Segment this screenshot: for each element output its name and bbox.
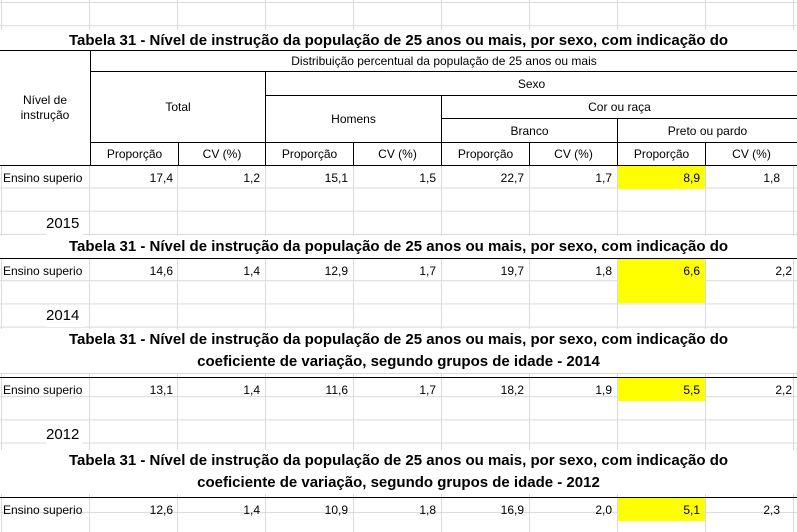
- table-title: coeficiente de variação, segundo grupos de idade - 2014: [0, 351, 797, 373]
- table-cell: 1,4: [243, 263, 260, 278]
- year-label: 2015: [46, 213, 83, 235]
- branco-header: Branco: [510, 123, 549, 138]
- table-cell: 22,7: [500, 170, 524, 185]
- table-cell: 18,2: [500, 382, 524, 397]
- table-cell: 1,8: [763, 170, 780, 185]
- table-title: Tabela 31 - Nível de instrução da população de 25 anos ou mais, por sexo, com indicação do: [0, 329, 797, 351]
- year-label: 2014: [46, 305, 83, 327]
- table-cell: 1,7: [595, 170, 612, 185]
- table-cell: 19,7: [500, 263, 524, 278]
- table-cell: 1,2: [243, 170, 260, 185]
- table-cell: 1,4: [243, 382, 260, 397]
- table-cell: 13,1: [149, 382, 173, 397]
- highlighted-cell: 6,6: [618, 259, 705, 282]
- table-cell: 1,9: [595, 382, 612, 397]
- total-header: Total: [165, 100, 191, 114]
- table-title: Tabela 31 - Nível de instrução da população de 25 anos ou mais, por sexo, com indicação do: [0, 450, 797, 472]
- homens-header: Homens: [331, 112, 376, 126]
- table-title: Tabela 31 - Nível de instrução da população de 25 anos ou mais, por sexo, com indicação do: [0, 236, 797, 258]
- col-header: CV (%): [554, 147, 593, 161]
- table-cell: 12,9: [324, 263, 348, 278]
- row-label: Ensino superio: [3, 502, 83, 517]
- table-cell: 14,6: [149, 263, 173, 278]
- table-cell: 2,0: [595, 502, 612, 517]
- col-header: CV (%): [732, 147, 771, 161]
- table-cell: 11,6: [325, 382, 348, 397]
- table-cell: 1,7: [419, 382, 436, 397]
- table-cell: 10,9: [324, 502, 348, 517]
- year-label: 2012: [46, 424, 83, 446]
- cor-raca-header: Cor ou raça: [588, 100, 651, 114]
- table-cell: 16,9: [500, 502, 524, 517]
- nivel-instrucao-header: Nível de instrução: [20, 93, 70, 122]
- col-header: CV (%): [202, 147, 242, 161]
- row-label: Ensino superio: [3, 382, 83, 397]
- table-cell: 2,3: [763, 502, 780, 517]
- highlight-fill: [618, 282, 705, 303]
- col-header: Proporção: [281, 147, 338, 161]
- highlighted-cell: 5,5: [618, 378, 705, 401]
- table-cell: 1,8: [595, 263, 612, 278]
- sexo-header: Sexo: [517, 76, 546, 91]
- table-cell: 1,8: [419, 502, 436, 517]
- col-header: Proporção: [457, 147, 514, 161]
- table-cell: 15,1: [324, 170, 348, 185]
- table-cell: 1,7: [419, 263, 436, 278]
- table-cell: 2,2: [775, 263, 792, 278]
- table-cell: 12,6: [149, 502, 173, 517]
- row-label: Ensino superio: [3, 263, 83, 278]
- col-header: CV (%): [378, 147, 417, 161]
- col-header: Proporção: [633, 147, 690, 161]
- row-label: Ensino superio: [3, 170, 83, 185]
- distribuicao-header: Distribuição percentual da população de 25 anos ou mais: [291, 54, 597, 68]
- table-title: coeficiente de variação, segundo grupos de idade - 2012: [0, 472, 797, 494]
- highlighted-cell: 5,1: [618, 498, 705, 521]
- table-cell: 2,2: [775, 382, 792, 397]
- table-cell: 1,5: [419, 170, 436, 185]
- table-title: Tabela 31 - Nível de instrução da população de 25 anos ou mais, por sexo, com indicação do: [0, 30, 797, 52]
- preto-pardo-header: Preto ou pardo: [667, 123, 748, 138]
- col-header: Proporção: [106, 147, 163, 161]
- table-cell: 1,4: [243, 502, 260, 517]
- highlighted-cell: 8,9: [618, 166, 705, 189]
- table-cell: 17,4: [149, 170, 173, 185]
